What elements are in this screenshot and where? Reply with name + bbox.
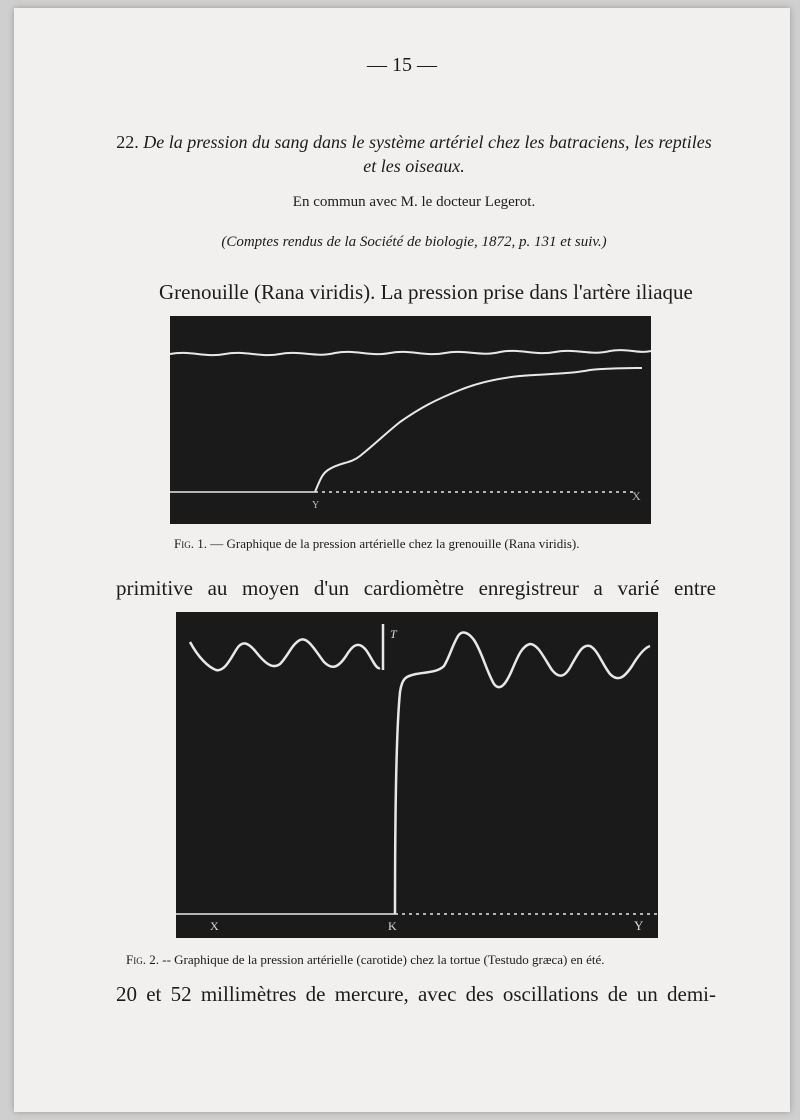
- figure-1-plate: [170, 316, 651, 524]
- figure-2-plate: [176, 612, 658, 938]
- figure-1-label-start: Y: [312, 500, 320, 511]
- figure-2-label-top: T: [390, 627, 397, 641]
- figure-2-caption-text: -- Graphique de la pression artérielle (carotide) chez la tortue (Testudo græca) en été.: [162, 952, 605, 967]
- section-heading: [114, 130, 714, 178]
- figure-2-label-k: K: [388, 919, 397, 933]
- page-number: — 15 —: [367, 54, 437, 76]
- body-line-2: primitive au moyen d'un cardiomètre enregistreur a varié entre: [116, 576, 716, 600]
- figure-2-trace: [176, 612, 658, 938]
- figure-2-caption: [126, 952, 605, 968]
- body-line-3: 20 et 52 millimètres de mercure, avec des oscillations de un demi-: [116, 982, 716, 1006]
- body-line-1: Grenouille (Rana viridis). La pression prise dans l'artère iliaque: [159, 280, 693, 304]
- figure-2-caption-label: Fig. 2.: [126, 952, 159, 967]
- figure-1-label-end: X: [632, 489, 641, 503]
- figure-1-upper-trace: [170, 350, 651, 355]
- figure-1-trace: [170, 316, 651, 524]
- figure-2-left-trace: [190, 639, 380, 670]
- figure-2-right-trace: [395, 633, 650, 914]
- figure-1-caption: [174, 536, 580, 552]
- figure-1-caption-label: Fig. 1.: [174, 536, 207, 551]
- section-title: De la pression du sang dans le système artériel chez les batraciens, les reptiles et les oiseaux.: [143, 132, 712, 176]
- collaboration-note: En commun avec M. le docteur Legerot.: [292, 194, 536, 210]
- citation: (Comptes rendus de la Société de biologie, 1872, p. 131 et suiv.): [221, 234, 607, 250]
- figure-2-label-x: X: [210, 919, 219, 933]
- figure-1-rising-trace: [315, 368, 642, 492]
- page: [14, 8, 790, 1112]
- figure-2-label-y: Y: [634, 918, 644, 933]
- section-number: 22.: [116, 132, 139, 152]
- figure-1-caption-text: — Graphique de la pression artérielle chez la grenouille (Rana viridis).: [210, 536, 580, 551]
